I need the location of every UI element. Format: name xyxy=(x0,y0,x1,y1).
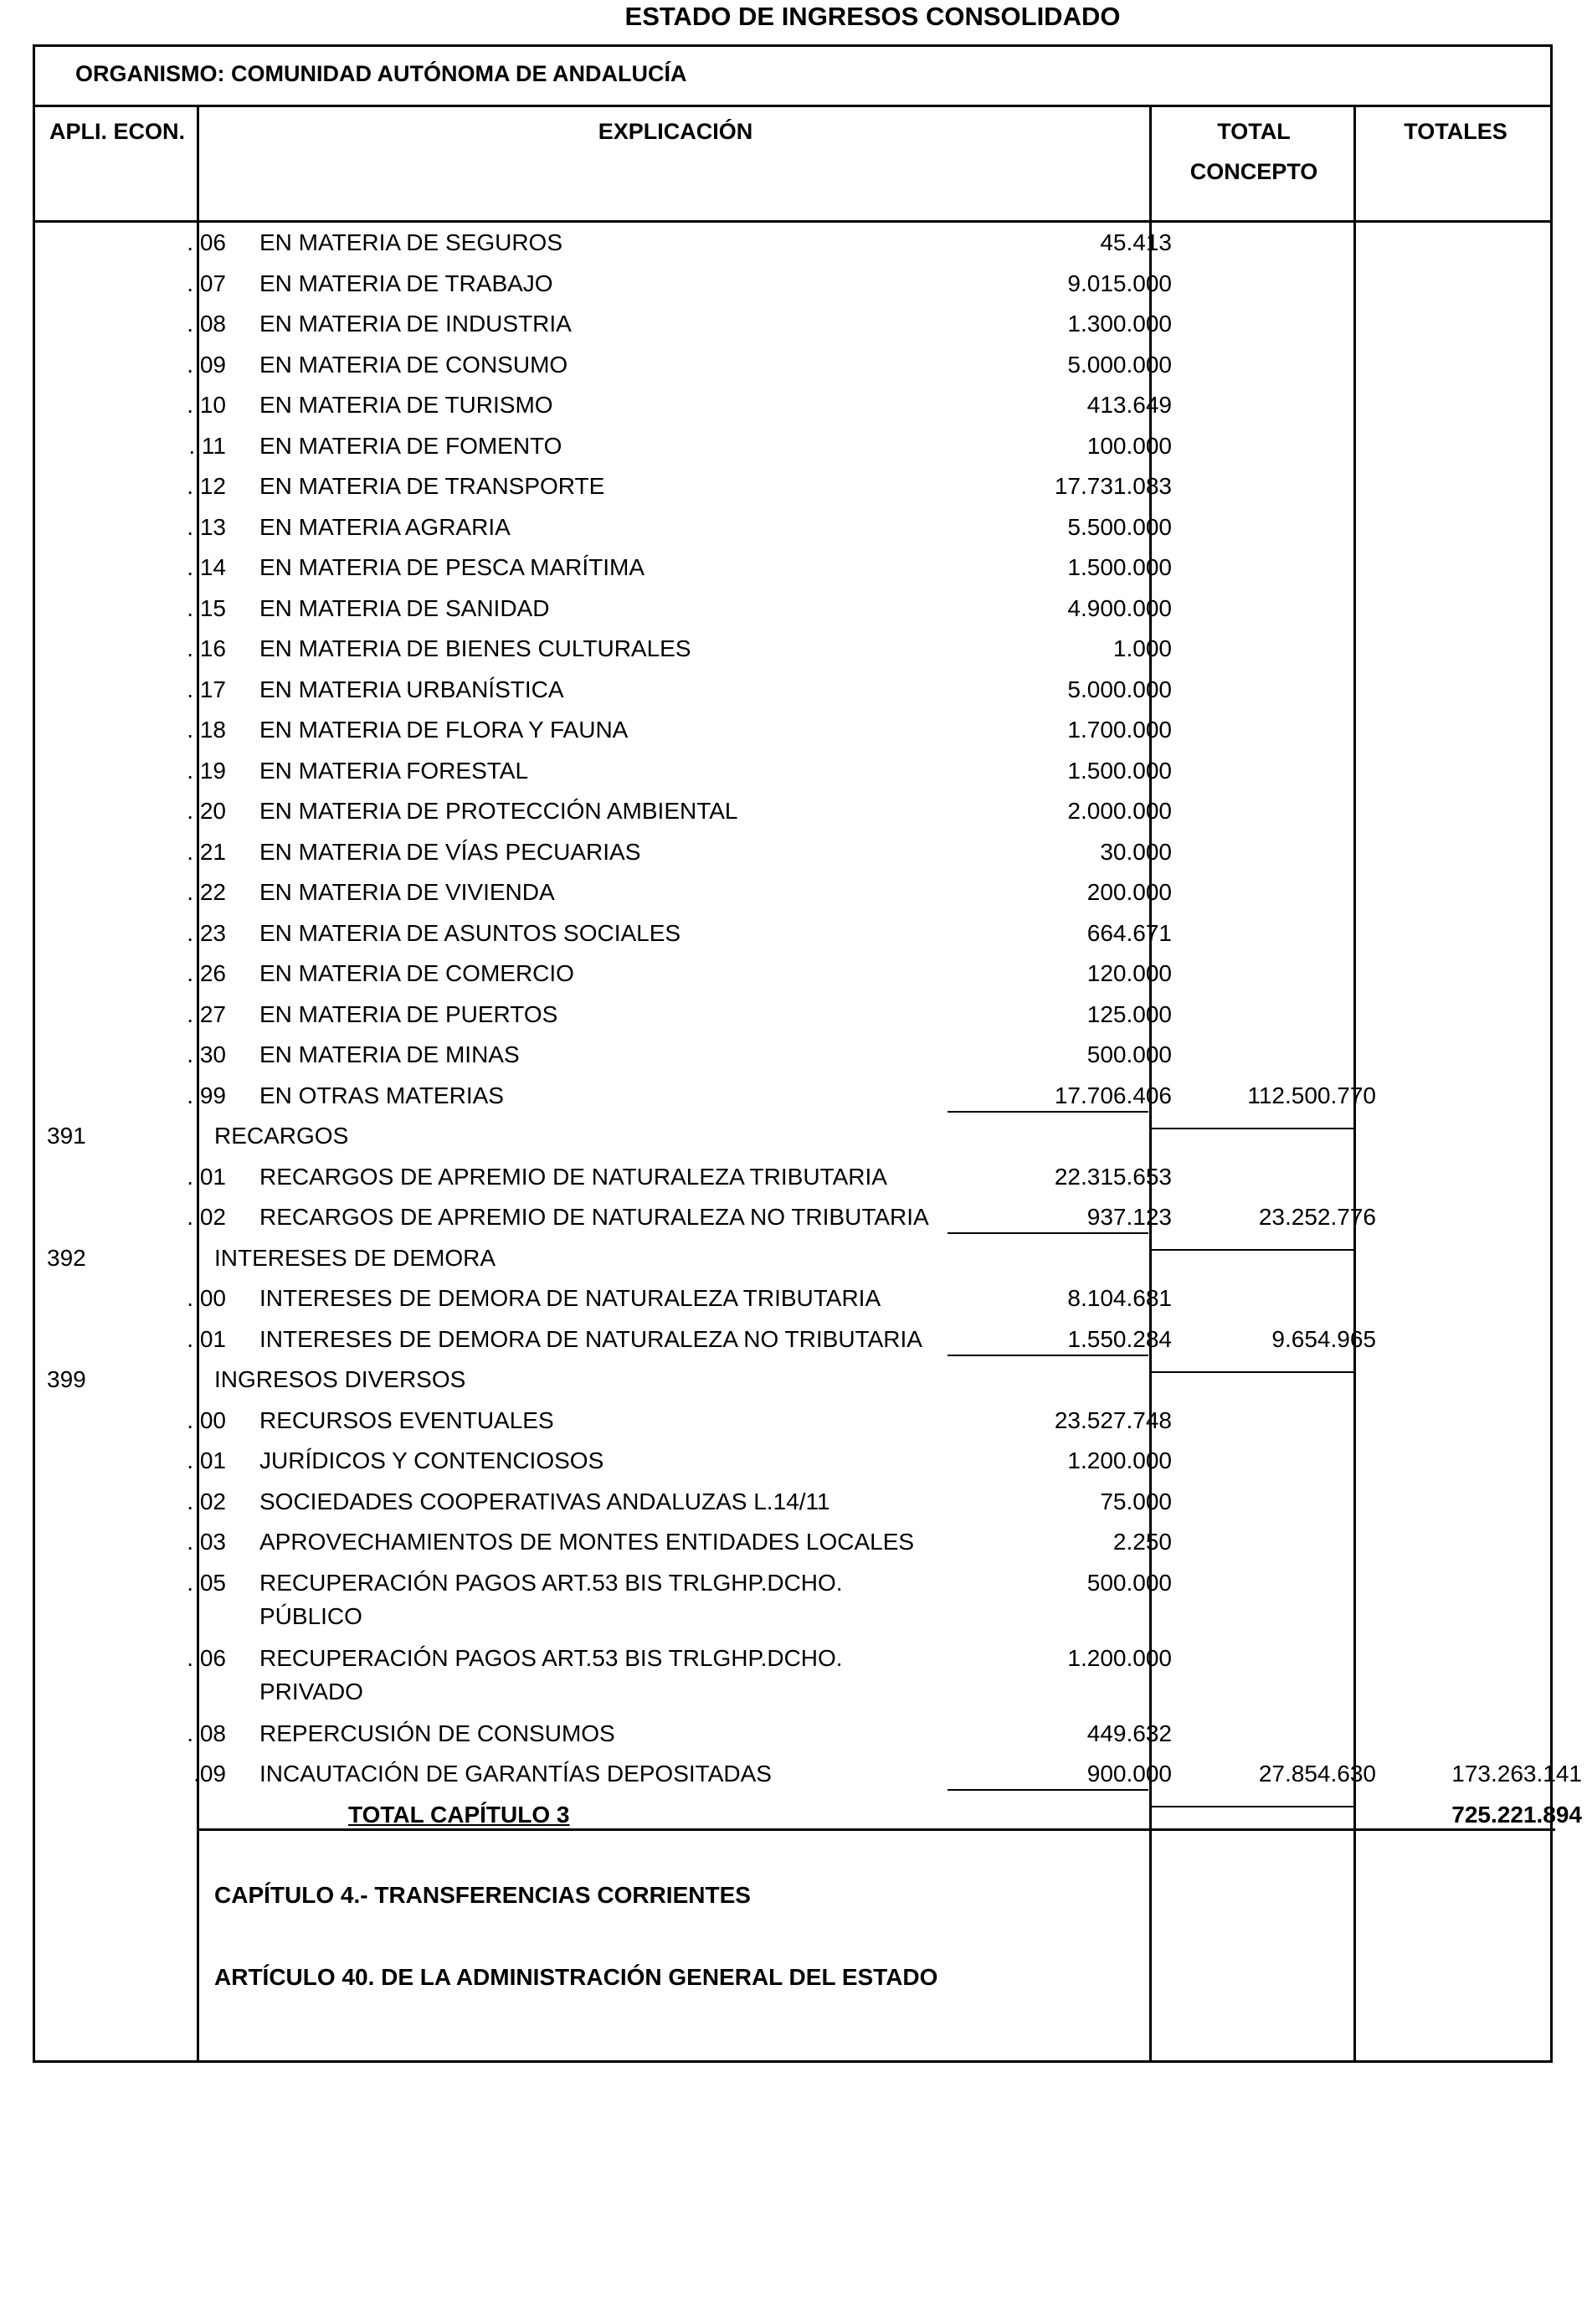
row-apli: 392 xyxy=(47,1244,86,1271)
organismo-row xyxy=(35,47,1550,107)
row-explicacion: RECURSOS EVENTUALES xyxy=(259,1406,554,1433)
row-explicacion: EN MATERIA DE TRANSPORTE xyxy=(259,473,605,499)
row-econ: . 13 xyxy=(187,513,226,540)
row-explicacion: EN MATERIA DE PUERTOS xyxy=(259,1000,558,1027)
row-explicacion: EN MATERIA DE MINAS xyxy=(259,1041,520,1067)
row-econ: . 14 xyxy=(187,554,226,580)
row-econ: . 01 xyxy=(187,1163,226,1190)
row-econ: . 05 xyxy=(187,1569,226,1596)
header-total-concepto-1: TOTAL xyxy=(1217,119,1291,144)
row-explicacion: INTERESES DE DEMORA DE NATURALEZA TRIBUTARIA xyxy=(259,1285,881,1311)
concept-underline xyxy=(1149,1249,1353,1251)
row-econ: . 19 xyxy=(187,757,226,784)
row-econ: . 07 xyxy=(187,270,226,296)
table-header xyxy=(35,105,1550,223)
row-amount: 17.731.083 xyxy=(1054,473,1172,499)
row-econ: . 10 xyxy=(187,392,226,418)
subtotal-underline xyxy=(948,1355,1148,1356)
row-explicacion: RECARGOS DE APREMIO DE NATURALEZA TRIBUTARIA xyxy=(259,1163,887,1190)
row-amount: 2.000.000 xyxy=(1067,798,1172,824)
articulo-40-label: ARTÍCULO 40. DE LA ADMINISTRACIÓN GENERAL DEL ESTADO xyxy=(214,1964,938,1990)
row-amount: 1.500.000 xyxy=(1067,554,1172,580)
row-amount: 1.300.000 xyxy=(1067,311,1172,337)
row-econ: . 06 xyxy=(187,1644,226,1671)
row-explicacion: EN MATERIA FORESTAL xyxy=(259,757,529,784)
row-econ: . 27 xyxy=(187,1000,226,1027)
row-explicacion: RECUPERACIÓN PAGOS ART.53 BIS TRLGHP.DCHO. PRIVADO xyxy=(259,1644,843,1704)
row-explicacion: RECARGOS xyxy=(214,1123,349,1149)
row-explicacion: RECUPERACIÓN PAGOS ART.53 BIS TRLGHP.DCHO. PÚBLICO xyxy=(259,1569,843,1629)
row-amount: 1.550.284 xyxy=(1067,1325,1172,1352)
row-econ: . 99 xyxy=(187,1082,226,1108)
row-amount: 9.015.000 xyxy=(1067,270,1172,296)
row-explicacion: SOCIEDADES COOPERATIVAS ANDALUZAS L.14/11 xyxy=(259,1488,830,1514)
row-total-concepto: 112.500.770 xyxy=(1247,1082,1376,1108)
row-explicacion: INTERESES DE DEMORA DE NATURALEZA NO TRIBUTARIA xyxy=(259,1325,922,1352)
row-econ: . 09 xyxy=(187,351,226,378)
row-econ: . 00 xyxy=(187,1285,226,1311)
row-explicacion: EN MATERIA DE ASUNTOS SOCIALES xyxy=(259,919,681,946)
row-explicacion: EN MATERIA URBANÍSTICA xyxy=(259,676,564,702)
row-amount: 1.500.000 xyxy=(1067,757,1172,784)
row-econ: . 22 xyxy=(187,879,226,905)
row-explicacion: EN MATERIA DE PROTECCIÓN AMBIENTAL xyxy=(259,798,738,824)
row-econ: . 00 xyxy=(187,1406,226,1433)
header-apli-econ: APLI. ECON. xyxy=(49,119,185,144)
row-explicacion: INGRESOS DIVERSOS xyxy=(214,1366,466,1392)
row-explicacion: RECARGOS DE APREMIO DE NATURALEZA NO TRIBUTARIA xyxy=(259,1204,929,1230)
subtotal-underline xyxy=(948,1789,1148,1791)
row-amount: 1.700.000 xyxy=(1067,717,1172,743)
row-econ: . 16 xyxy=(187,635,226,661)
row-apli: 399 xyxy=(47,1366,86,1392)
row-econ: . 30 xyxy=(187,1041,226,1067)
row-explicacion: EN MATERIA DE PESCA MARÍTIMA xyxy=(259,554,645,580)
concept-underline xyxy=(1149,1371,1353,1373)
row-econ: . 06 xyxy=(187,229,226,255)
row-explicacion: EN MATERIA DE BIENES CULTURALES xyxy=(259,635,691,661)
row-econ: . 26 xyxy=(187,960,226,986)
row-amount: 500.000 xyxy=(1086,1569,1172,1596)
row-amount: 200.000 xyxy=(1086,879,1172,905)
row-explicacion: REPERCUSIÓN DE CONSUMOS xyxy=(259,1720,615,1746)
row-explicacion: JURÍDICOS Y CONTENCIOSOS xyxy=(259,1447,604,1473)
row-econ: . 23 xyxy=(187,919,226,946)
row-econ: . 18 xyxy=(187,717,226,743)
row-econ: . 15 xyxy=(187,594,226,621)
row-amount: 17.706.406 xyxy=(1054,1082,1172,1108)
organismo-label: ORGANISMO: COMUNIDAD AUTÓNOMA DE ANDALUCÍA xyxy=(75,61,687,86)
row-amount: 4.900.000 xyxy=(1067,594,1172,621)
row-total-concepto: 27.854.630 xyxy=(1258,1761,1376,1787)
row-amount: 30.000 xyxy=(1100,838,1172,865)
row-econ: . 12 xyxy=(187,473,226,499)
row-amount: 5.000.000 xyxy=(1067,676,1172,702)
row-amount: 900.000 xyxy=(1086,1761,1172,1787)
row-amount: 75.000 xyxy=(1100,1488,1172,1514)
row-amount: 5.000.000 xyxy=(1067,351,1172,378)
row-econ: . 21 xyxy=(187,838,226,865)
row-explicacion: EN MATERIA DE INDUSTRIA xyxy=(259,311,572,337)
document-title: ESTADO DE INGRESOS CONSOLIDADO xyxy=(624,2,1121,31)
row-econ: . 08 xyxy=(187,1720,226,1746)
row-econ: .09 xyxy=(193,1761,226,1787)
row-amount: 120.000 xyxy=(1086,960,1172,986)
row-amount: 22.315.653 xyxy=(1054,1163,1172,1190)
row-amount: 413.649 xyxy=(1086,392,1172,418)
capitulo-4-label: CAPÍTULO 4.- TRANSFERENCIAS CORRIENTES xyxy=(214,1882,751,1908)
row-amount: 125.000 xyxy=(1086,1000,1172,1027)
subtotal-underline xyxy=(948,1232,1148,1234)
row-amount: 664.671 xyxy=(1086,919,1172,946)
row-explicacion: EN MATERIA DE FLORA Y FAUNA xyxy=(259,717,629,743)
row-econ: . 01 xyxy=(187,1447,226,1473)
row-amount: 45.413 xyxy=(1100,229,1172,255)
row-explicacion: EN MATERIA DE FOMENTO xyxy=(259,432,562,459)
concept-underline xyxy=(1149,1806,1353,1807)
row-econ: . 01 xyxy=(187,1325,226,1352)
row-explicacion: INTERESES DE DEMORA xyxy=(214,1244,496,1271)
row-explicacion: EN MATERIA DE SEGUROS xyxy=(259,229,562,255)
row-econ: . 08 xyxy=(187,311,226,337)
row-amount: 8.104.681 xyxy=(1067,1285,1172,1311)
row-explicacion: EN MATERIA DE VÍAS PECUARIAS xyxy=(259,838,641,865)
row-econ: . 17 xyxy=(187,676,226,702)
row-explicacion: EN MATERIA DE COMERCIO xyxy=(259,960,574,986)
row-apli: 391 xyxy=(47,1123,86,1149)
row-explicacion: EN MATERIA DE CONSUMO xyxy=(259,351,568,378)
subtotal-underline xyxy=(948,1111,1148,1113)
row-total-concepto: 23.252.776 xyxy=(1258,1204,1376,1230)
row-econ: . 03 xyxy=(187,1529,226,1555)
row-econ: . 11 xyxy=(188,432,226,459)
header-totales: TOTALES xyxy=(1404,119,1507,144)
row-amount: 449.632 xyxy=(1086,1720,1172,1746)
total-capitulo-label: TOTAL CAPÍTULO 3 xyxy=(348,1802,570,1828)
row-amount: 937.123 xyxy=(1086,1204,1172,1230)
row-econ: . 02 xyxy=(187,1488,226,1514)
income-table xyxy=(33,44,1582,2063)
row-amount: 1.200.000 xyxy=(1067,1644,1172,1671)
row-explicacion: EN MATERIA AGRARIA xyxy=(259,513,511,540)
row-amount: 23.527.748 xyxy=(1054,1406,1172,1433)
header-explicacion: EXPLICACIÓN xyxy=(598,119,753,144)
row-econ: . 02 xyxy=(187,1204,226,1230)
row-explicacion: EN MATERIA DE VIVIENDA xyxy=(259,879,555,905)
row-totales: 173.263.141 xyxy=(1451,1761,1582,1787)
row-amount: 2.250 xyxy=(1112,1529,1172,1555)
row-amount: 1.200.000 xyxy=(1067,1447,1172,1473)
header-total-concepto-2: CONCEPTO xyxy=(1189,159,1318,184)
row-amount: 1.000 xyxy=(1112,635,1172,661)
row-explicacion: INCAUTACIÓN DE GARANTÍAS DEPOSITADAS xyxy=(259,1761,772,1787)
row-amount: 500.000 xyxy=(1086,1041,1172,1067)
total-capitulo-value: 725.221.894 xyxy=(1451,1802,1582,1828)
row-explicacion: EN OTRAS MATERIAS xyxy=(259,1082,504,1108)
row-explicacion: EN MATERIA DE TRABAJO xyxy=(259,270,553,296)
row-explicacion: EN MATERIA DE SANIDAD xyxy=(259,594,550,621)
row-explicacion: EN MATERIA DE TURISMO xyxy=(259,392,553,418)
row-total-concepto: 9.654.965 xyxy=(1271,1325,1376,1352)
row-amount: 5.500.000 xyxy=(1067,513,1172,540)
row-amount: 100.000 xyxy=(1086,432,1172,459)
row-econ: . 20 xyxy=(187,798,226,824)
concept-underline xyxy=(1149,1128,1353,1129)
row-explicacion: APROVECHAMIENTOS DE MONTES ENTIDADES LOCALES xyxy=(259,1529,915,1555)
